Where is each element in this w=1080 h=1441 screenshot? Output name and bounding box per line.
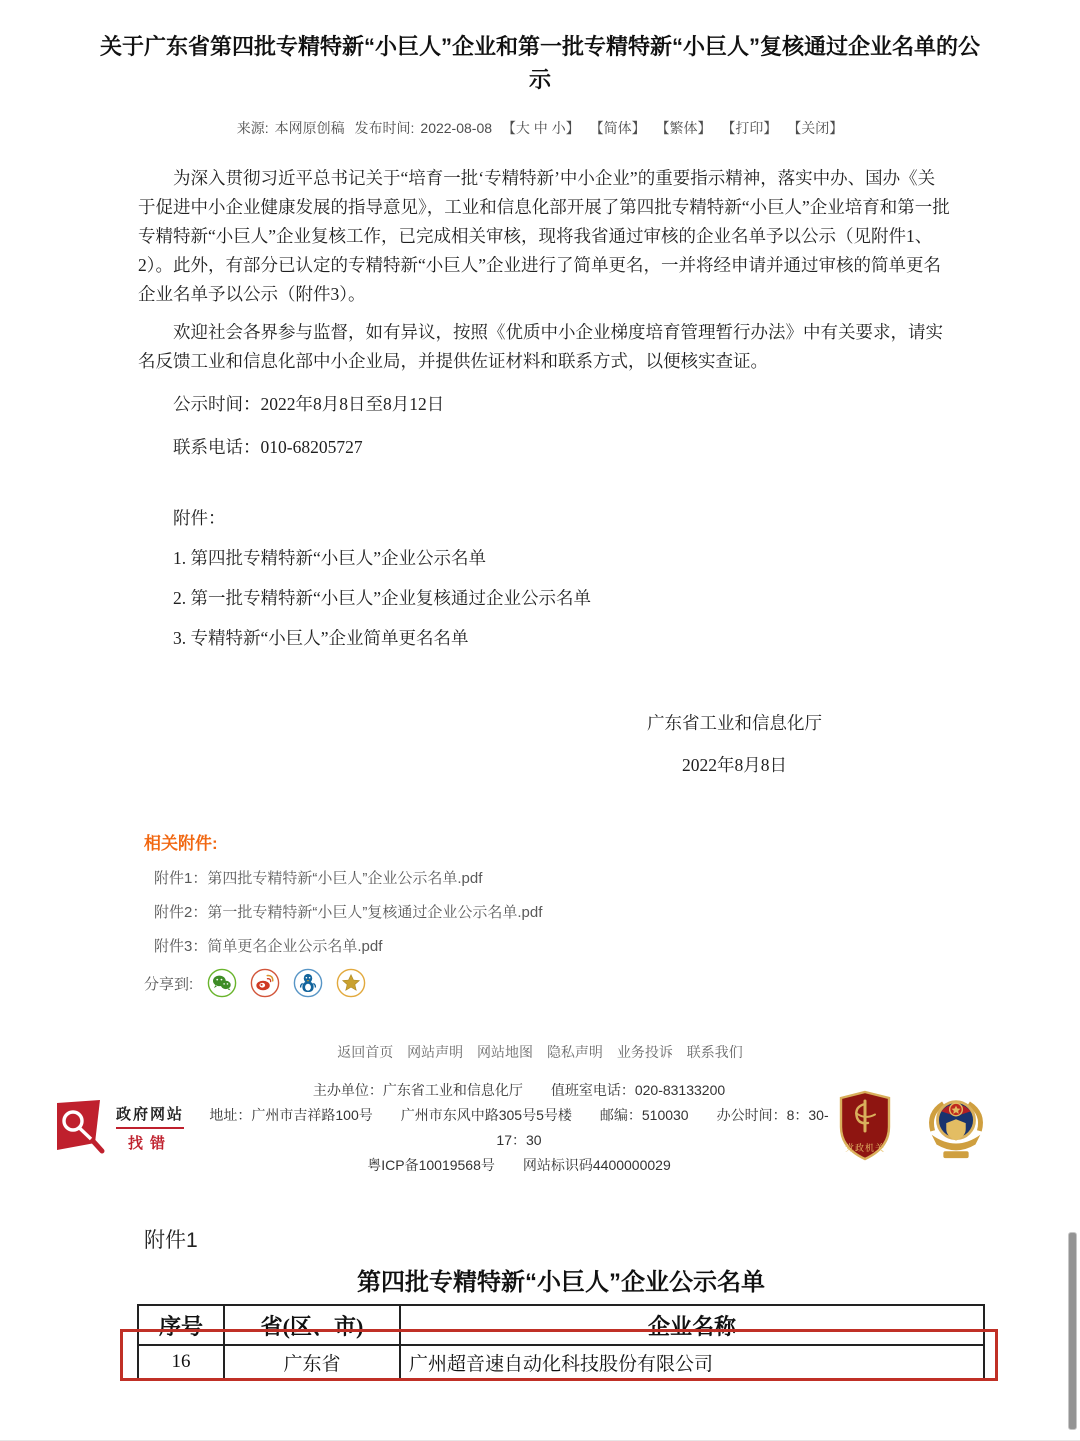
annex-table-title: 第四批专精特新“小巨人”企业公示名单: [357, 1269, 765, 1296]
annex-table: [137, 1304, 985, 1380]
cell-company-name: 广州超音速自动化科技股份有限公司: [400, 1345, 984, 1379]
qq-icon[interactable]: [293, 968, 323, 998]
find-error-text: [116, 1103, 184, 1153]
signature-block: [138, 710, 950, 777]
annex-label: 附件1: [144, 1229, 198, 1252]
related-attachment-row-1: [154, 867, 1080, 888]
nav-site-statement-link[interactable]: 网站声明: [407, 1044, 464, 1060]
related-attachment-link-1[interactable]: 第四批专精特新“小巨人”企业公示名单.pdf: [207, 870, 483, 887]
column-header-company: 企业名称: [400, 1305, 984, 1345]
find-error-bottom-label: 找错: [128, 1135, 173, 1152]
party-government-badge-icon[interactable]: [836, 1089, 894, 1168]
footer-host-line: 主办单位：广东省工业和信息化厅 值班室电话：020-83133200: [312, 1082, 726, 1098]
nav-complaint-link[interactable]: 业务投诉: [616, 1044, 673, 1060]
related-attachment-row-3: [154, 935, 1080, 956]
related-attachment-row-2: [154, 901, 1080, 922]
font-size-control[interactable]: 【大 中 小】: [501, 120, 580, 136]
attachment-list-item-1: 1. 第四批专精特新“小巨人”企业公示名单: [173, 548, 487, 568]
print-button[interactable]: 【打印】: [721, 120, 778, 136]
related-attachment-link-3[interactable]: 简单更名企业公示名单.pdf: [207, 938, 383, 955]
related-attachment-label-2: 附件2：: [154, 904, 208, 921]
nav-contact-link[interactable]: 联系我们: [686, 1044, 743, 1060]
publicity-period: 公示时间：2022年8月8日至8月12日: [173, 394, 445, 414]
svg-text:党政机关: 党政机关: [844, 1142, 886, 1153]
body-paragraph-1: 为深入贯彻习近平总书记关于“培育一批‘专精特新’中小企业”的重要指示精神，落实中办、国办《关于促进中小企业健康发展的指导意见》，工业和信息化部开展了第四批专精特新“小巨人”企业培育和第一批专精特新“小巨人”企业复核工作，已完成相关审核，现将我省通过审核的企业名单予以公示（见附件1、2）。此外，有部分已认定的专精特新“小巨人”企业进行了简单更名，一并将经申请并通过审核的简单更名企业名单予以公示（附件3）。: [138, 168, 950, 304]
weibo-icon[interactable]: [250, 968, 280, 998]
article-body: [138, 164, 950, 777]
nav-sitemap-link[interactable]: 网站地图: [477, 1044, 534, 1060]
column-header-province: 省(区、市): [224, 1305, 400, 1345]
site-footer: [0, 1078, 1080, 1178]
attachment-list-item-3: 3. 专精特新“小巨人”企业简单更名名单: [173, 628, 469, 648]
qzone-star-icon[interactable]: [336, 968, 366, 998]
source-label: 来源:: [236, 120, 269, 136]
scrollbar-thumb[interactable]: [1068, 1232, 1077, 1430]
related-attachment-label-3: 附件3：: [154, 938, 208, 955]
find-error-magnifier-icon: [52, 1095, 112, 1162]
footer-info: [202, 1078, 836, 1178]
related-attachment-label-1: 附件1：: [154, 870, 208, 887]
find-error-top-label: 政府网站: [116, 1103, 184, 1129]
police-badge-icon[interactable]: [920, 1089, 992, 1168]
contact-phone: 联系电话：010-68205727: [173, 437, 363, 457]
find-error-widget[interactable]: [52, 1095, 202, 1162]
signature-org: 广东省工业和信息化厅: [647, 713, 822, 733]
share-label: 分享到:: [144, 975, 194, 993]
body-paragraph-2: 欢迎社会各界参与监督，如有异议，按照《优质中小企业梯度培育管理暂行办法》中有关要求，请实名反馈工业和信息化部中小企业局，并提供佐证材料和联系方式，以便核实查证。: [138, 322, 943, 371]
attachment-list-item-2: 2. 第一批专精特新“小巨人”企业复核通过企业公示名单: [173, 588, 592, 608]
related-attachments-heading: 相关附件:: [144, 834, 218, 853]
annex-table-wrap: [137, 1262, 985, 1380]
page-title: 关于广东省第四批专精特新“小巨人”企业和第一批专精特新“小巨人”复核通过企业名单的公示: [99, 34, 980, 92]
publish-time-value: 2022-08-08: [420, 120, 493, 136]
footer-icp-line: 粤ICP备10019568号 网站标识码4400000029: [367, 1157, 671, 1173]
publish-time-label: 发布时间:: [354, 120, 415, 136]
footer-nav: [0, 1042, 1080, 1062]
nav-privacy-link[interactable]: 隐私声明: [546, 1044, 603, 1060]
source-value: 本网原创稿: [274, 120, 345, 136]
table-header-row: [138, 1305, 984, 1345]
wechat-icon[interactable]: [207, 968, 237, 998]
table-row: [138, 1345, 984, 1379]
close-button[interactable]: 【关闭】: [787, 120, 844, 136]
cell-index: 16: [138, 1345, 224, 1379]
traditional-button[interactable]: 【繁体】: [655, 120, 712, 136]
article-meta: [0, 118, 1080, 138]
footer-badges: [836, 1089, 1080, 1168]
column-header-index: 序号: [138, 1305, 224, 1345]
related-attachment-link-2[interactable]: 第一批专精特新“小巨人”复核通过企业公示名单.pdf: [207, 904, 543, 921]
nav-home-link[interactable]: 返回首页: [337, 1044, 394, 1060]
attachment-list: [138, 504, 950, 652]
cell-province: 广东省: [224, 1345, 400, 1379]
share-row: [144, 968, 1080, 998]
footer-address-line: 地址：广州市吉祥路100号 广州市东风中路305号5号楼 邮编：510030 办公时间：8：30-17：30: [209, 1107, 829, 1148]
signature-date: 2022年8月8日: [682, 755, 787, 775]
attachment-list-heading: 附件：: [173, 508, 226, 528]
related-attachments: [144, 829, 1080, 998]
simplified-button[interactable]: 【简体】: [589, 120, 646, 136]
annex-preview: [0, 1224, 1080, 1380]
